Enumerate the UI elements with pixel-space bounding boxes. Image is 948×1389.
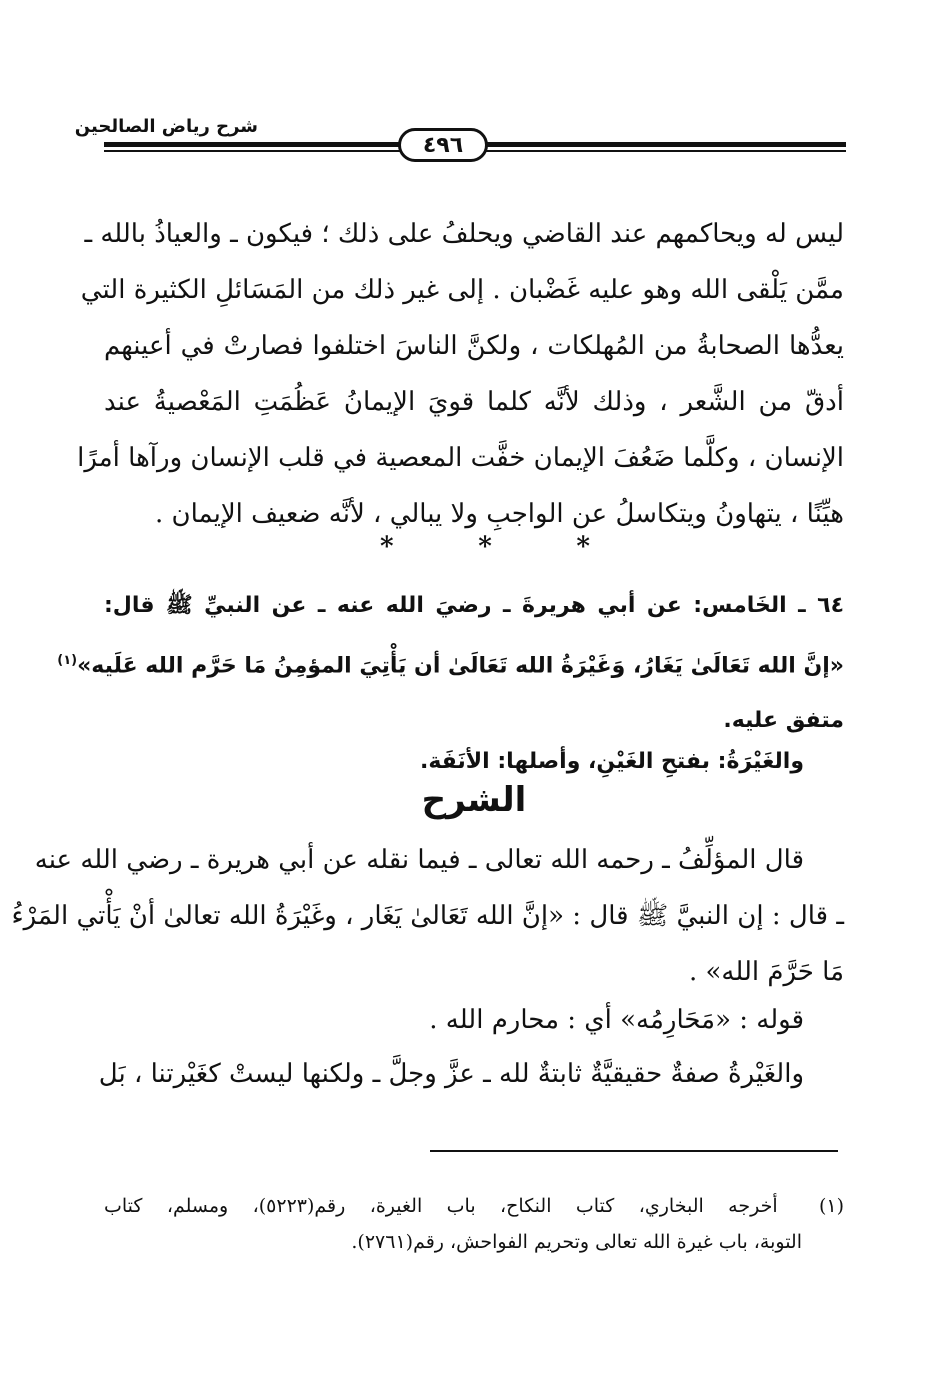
section-separator <box>380 532 590 562</box>
text-line: أدقّ من الشَّعر ، وذلك لأنَّه كلما قويَ الإيمانُ عَظُمَتِ المَعْصيةُ عند <box>104 387 844 417</box>
text-line: يعدُّها الصحابةُ من المُهلكات ، ولكنَّ الناسَ اختلفوا فصارتْ في أعينهم <box>104 331 844 361</box>
text-line: هيِّنًا ، يتهاونُ ويتكاسلُ عن الواجبِ ولا يبالي ، لأنَّه ضعيف الإيمان . <box>155 499 844 529</box>
commentary-paragraph <box>104 992 844 1048</box>
footnote-text: أخرجه البخاري، كتاب النكاح، باب الغيرة، رقم(٥٢٢٣)، ومسلم، كتاب <box>104 1195 778 1217</box>
hadith-line: ٦٤ ـ الخَامس: عن أبي هريرةَ ـ رضيَ الله عنه ـ عن النبيِّ ﷺ قال: <box>104 593 844 618</box>
asterisk-glyph: * <box>478 532 492 562</box>
text-line: ممَّن يَلْقى الله وهو عليه غَضْبان . إلى غير ذلك من المَسَائلِ الكثيرة التي <box>80 275 844 305</box>
text-line: قوله : «مَحَارِمُه» أي : محارم الله . <box>429 1005 804 1035</box>
footnote-reference[interactable]: (١) <box>57 653 78 668</box>
asterisk-glyph: * <box>576 532 590 562</box>
hadith-quote: «إنَّ الله تَعَالَىٰ يَغَارُ، وَغَيْرَةُ الله تَعَالَىٰ أن يَأْتِيَ المؤمِنُ مَا حَرَّم الله عَلَيه» <box>77 653 844 679</box>
asterisk-glyph: * <box>380 532 394 562</box>
text-line: والغَيْرةُ صفةٌ حقيقيَّةٌ ثابتةٌ لله ـ عزَّ وجلَّ ـ ولكنها ليستْ كغَيْرتنا ، بَل <box>98 1059 804 1089</box>
footnote-line: التوبة، باب غيرة الله تعالى وتحريم الفواحش، رقم(٢٧٦١). <box>351 1231 802 1253</box>
gloss-line: والغَيْرَةُ: بفتحِ الغَيْنِ، وأصلها: الأنَفَة. <box>419 749 804 774</box>
text-line: مَا حَرَّمَ الله» . <box>688 957 844 987</box>
text-line: ـ قال : إن النبيَّ ﷺ قال : «إنَّ الله تَعَالىٰ يَغَار ، وغَيْرَةُ الله تعالىٰ أنْ يَأْتي المَرْءُ <box>11 901 844 931</box>
section-title: الشرح <box>421 780 527 820</box>
footnote-number: (١) <box>818 1195 845 1217</box>
text-line: ليس له ويحاكمهم عند القاضي ويحلفُ على ذلك ؛ فيكون ـ والعياذُ بالله ـ <box>84 219 844 249</box>
footnote-separator <box>430 1150 838 1152</box>
footnote-line <box>104 1188 844 1224</box>
commentary-paragraph <box>11 832 844 1000</box>
hadith-block <box>57 578 844 748</box>
footnote <box>104 1188 844 1260</box>
page-number: ٤٩٦ <box>422 132 464 158</box>
text-line: الإنسان ، وكلَّما ضَعُفَ الإيمان خفَّت المعصية في قلب الإنسان ورآها أمرًا <box>77 443 844 473</box>
hadith-line: متفق عليه. <box>723 708 844 734</box>
commentary-paragraph <box>98 1046 844 1102</box>
page-number-frame <box>398 128 488 162</box>
text-line: قال المؤلِّفُ ـ رحمه الله تعالى ـ فيما نقله عن أبي هريرة ـ رضي الله عنه <box>34 845 804 875</box>
body-paragraph <box>77 206 844 542</box>
hadith-line <box>57 633 844 693</box>
running-title: شرح رياض الصالحين <box>74 116 258 137</box>
